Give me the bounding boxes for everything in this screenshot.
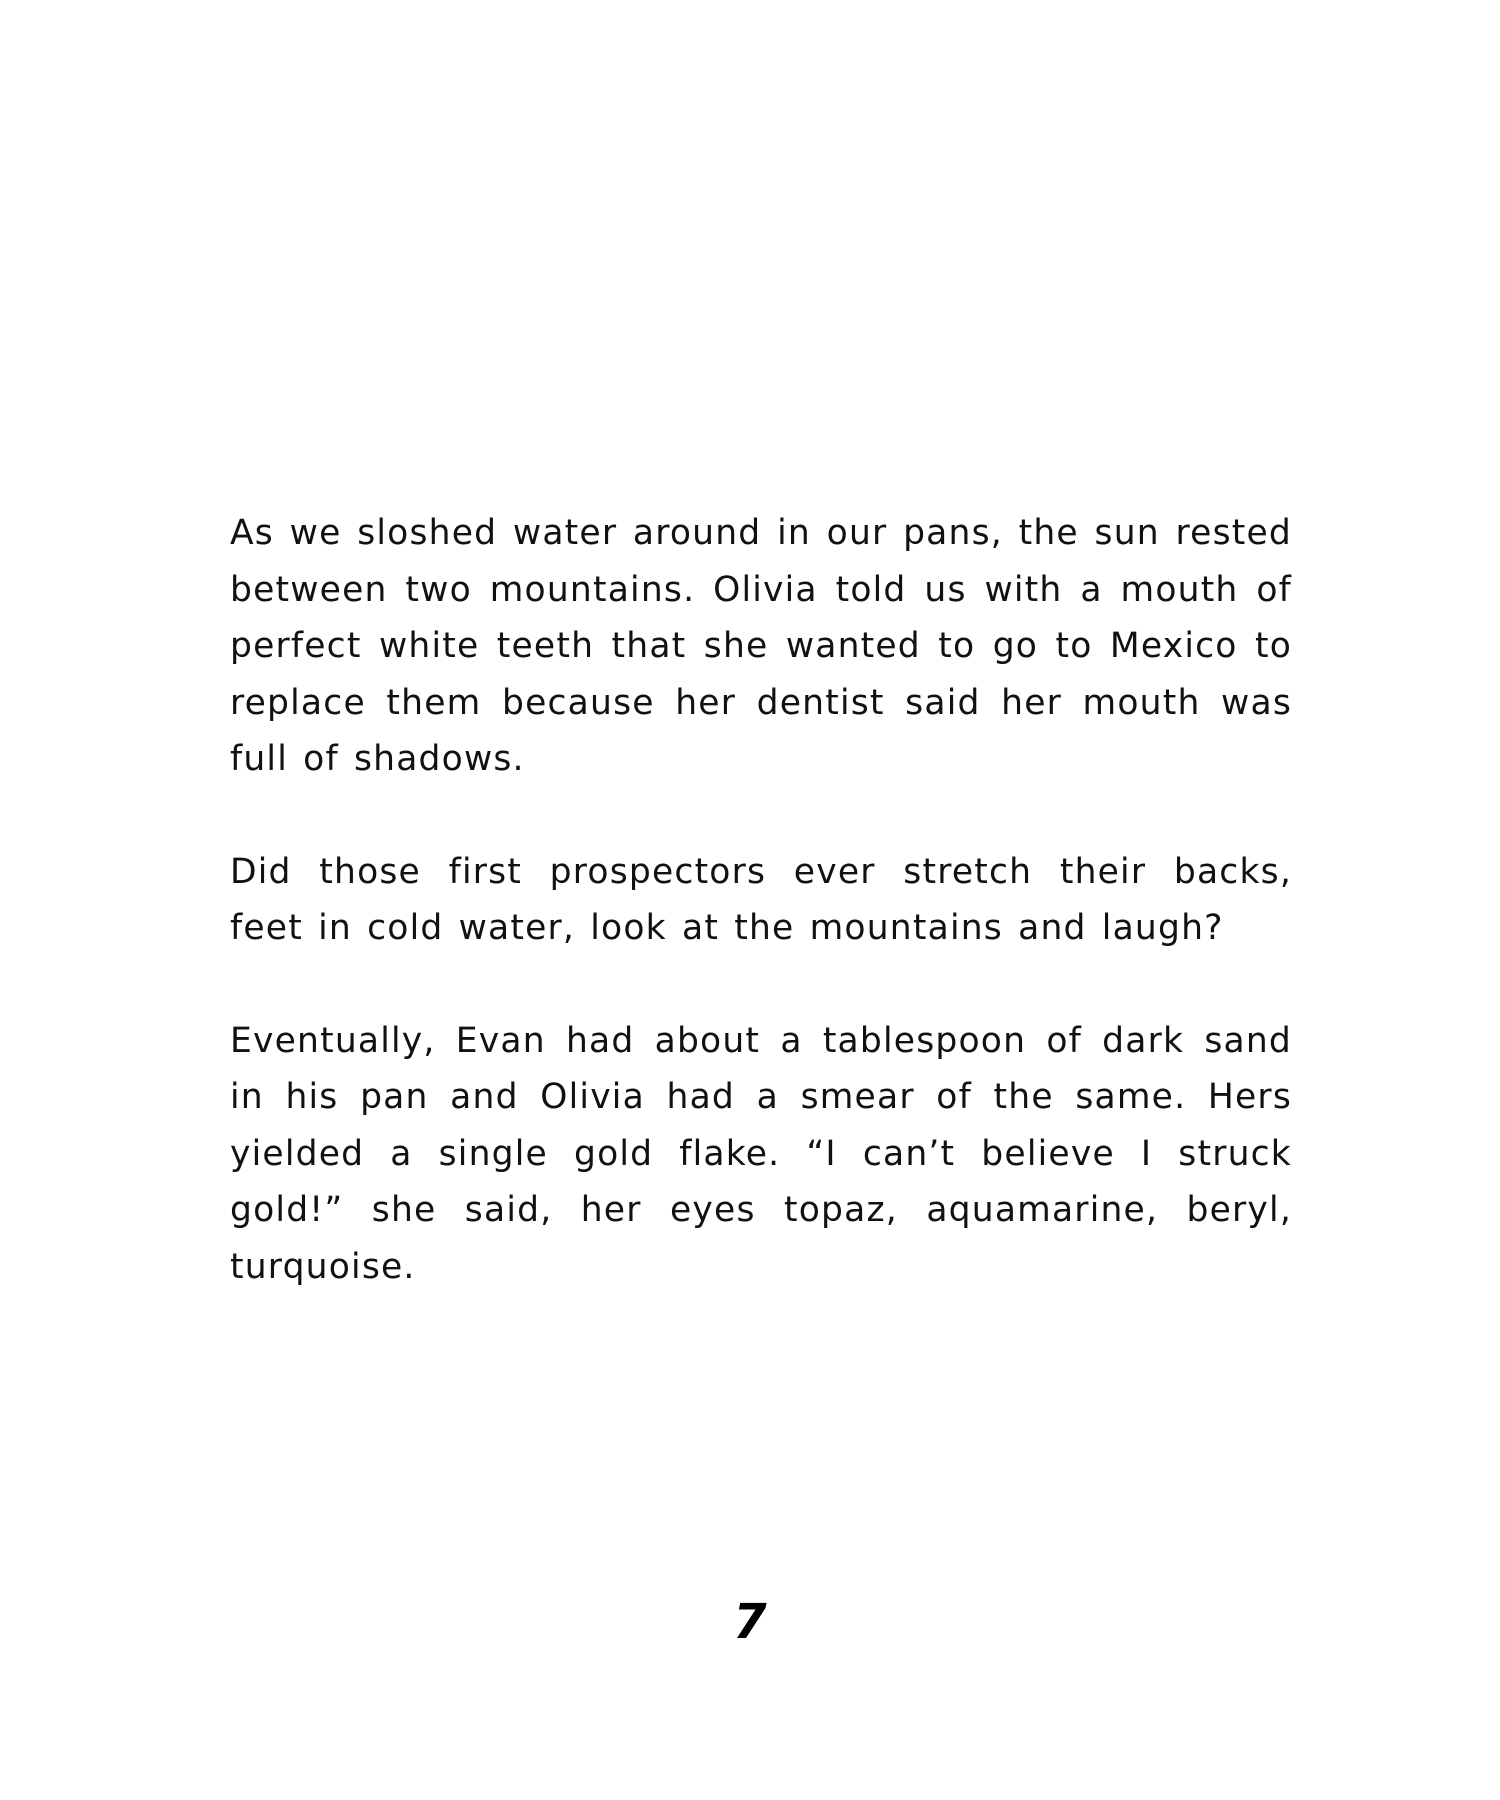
paragraph-panning-gold: As we sloshed water around in our pans, the sun rested between two mountains. Olivia told us with a mouth of perfect white teeth that she wanted to go to Mexico to replace them because her dentist said her mouth was full of shadows.: [230, 513, 1292, 779]
body-text: [230, 505, 1292, 1351]
paragraph-prospectors-question: Did those first prospectors ever stretch their backs, feet in cold water, look at the mountains and laugh?: [230, 851, 1292, 948]
page-number: 7: [733, 1594, 767, 1650]
paragraph-gold-flake: Eventually, Evan had about a tablespoon of dark sand in his pan and Olivia had a smear of the same. Hers yielded a single gold flake. “I can’t believe I struck gold!” she said, her eyes topaz, aquamarine, beryl, turquoise.: [230, 1020, 1292, 1287]
